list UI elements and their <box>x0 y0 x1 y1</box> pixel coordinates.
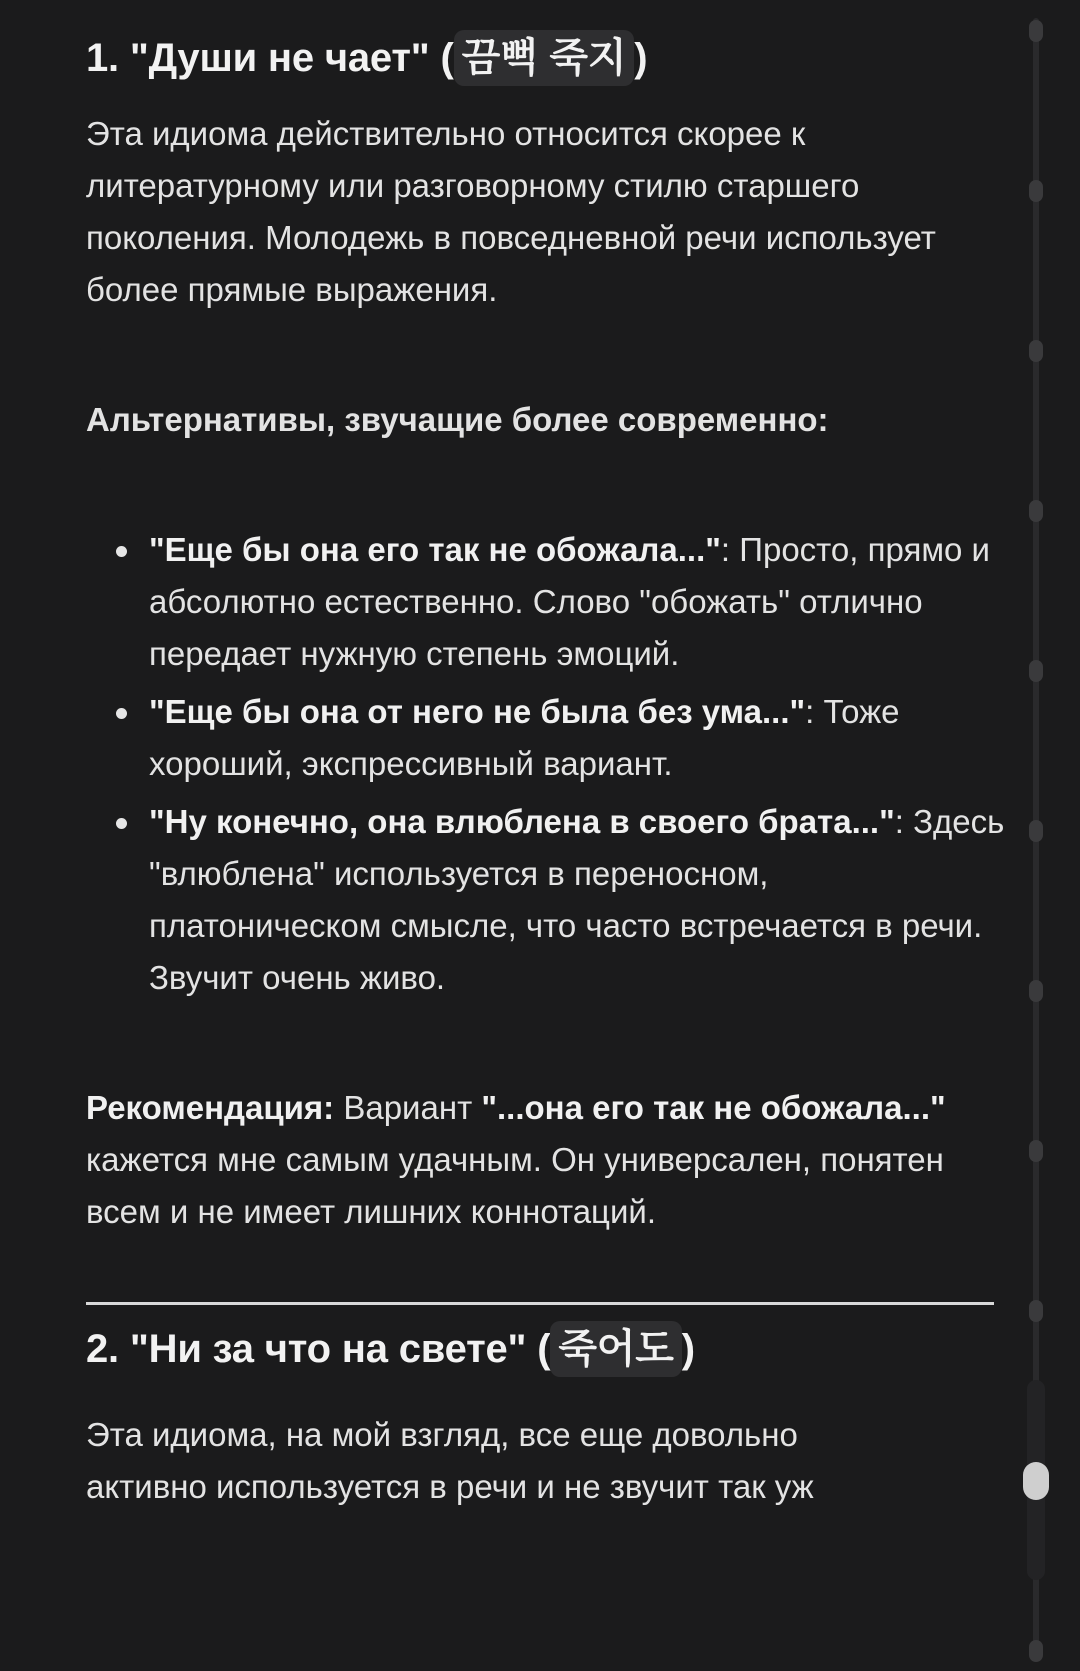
section-1-title <box>86 30 1006 86</box>
list-item <box>149 796 1006 1004</box>
alternative-text: : Просто, прямо и абсолютно естественно. Слово "обожать" отлично передает нужную степень эмоций. <box>149 531 990 672</box>
message-content <box>86 30 1006 1513</box>
section-1-title-text: 1. "Души не чает" ( <box>86 36 454 80</box>
timeline-marker[interactable] <box>1029 500 1043 522</box>
timeline-marker[interactable] <box>1029 1300 1043 1322</box>
alternatives-heading: Альтернативы, звучащие более современно: <box>86 401 829 438</box>
alternative-quote: "Еще бы она от него не была без ума..." <box>149 693 806 730</box>
timeline-marker[interactable] <box>1029 340 1043 362</box>
alternative-text: : Здесь "влюблена" используется в переносном, платоническом смысле, что часто встречается в речи. Звучит очень живо. <box>149 803 1005 996</box>
timeline-marker[interactable] <box>1029 1140 1043 1162</box>
timeline-marker[interactable] <box>1029 660 1043 682</box>
alternative-quote: "Ну конечно, она влюблена в своего брата..." <box>149 803 895 840</box>
alternative-text: : Тоже хороший, экспрессивный вариант. <box>149 693 900 782</box>
section-1-intro: Эта идиома действительно относится скорее к литературному или разговорному стилю старшего поколения. Молодежь в повседневной речи использует более прямые выражения. <box>86 115 936 308</box>
section-2-title-close: ) <box>681 1327 695 1371</box>
alternatives-list <box>86 524 1006 1004</box>
recommendation-paragraph <box>86 1082 1006 1238</box>
recommendation-quote: "...она его так не обожала..." <box>481 1089 946 1126</box>
scroll-thumb[interactable] <box>1023 1462 1049 1500</box>
timeline-marker[interactable] <box>1029 1640 1043 1662</box>
section-1-title-close: ) <box>634 36 648 80</box>
alternative-quote: "Еще бы она его так не обожала..." <box>149 531 721 568</box>
section-2-title-text: 2. "Ни за что на свете" ( <box>86 1327 551 1371</box>
korean-code-term: 죽어도 <box>550 1321 681 1377</box>
section-2-intro-line-2: активно используется в речи и не звучит так уж <box>86 1468 814 1505</box>
timeline-marker[interactable] <box>1029 820 1043 842</box>
timeline-marker[interactable] <box>1029 980 1043 1002</box>
list-item <box>149 686 1006 790</box>
timeline-marker[interactable] <box>1029 20 1043 42</box>
recommendation-pre: Вариант <box>334 1089 482 1126</box>
section-divider <box>86 1302 994 1305</box>
timeline-marker[interactable] <box>1029 180 1043 202</box>
section-2-title <box>86 1321 1006 1377</box>
recommendation-post: кажется мне самым удачным. Он универсален, понятен всем и не имеет лишних коннотаций. <box>86 1141 944 1230</box>
section-2-intro-line-1: Эта идиома, на мой взгляд, все еще довольно <box>86 1416 798 1453</box>
recommendation-label: Рекомендация: <box>86 1089 335 1126</box>
list-item <box>149 524 1006 680</box>
korean-code-term: 끔뻑 죽지 <box>454 30 635 86</box>
